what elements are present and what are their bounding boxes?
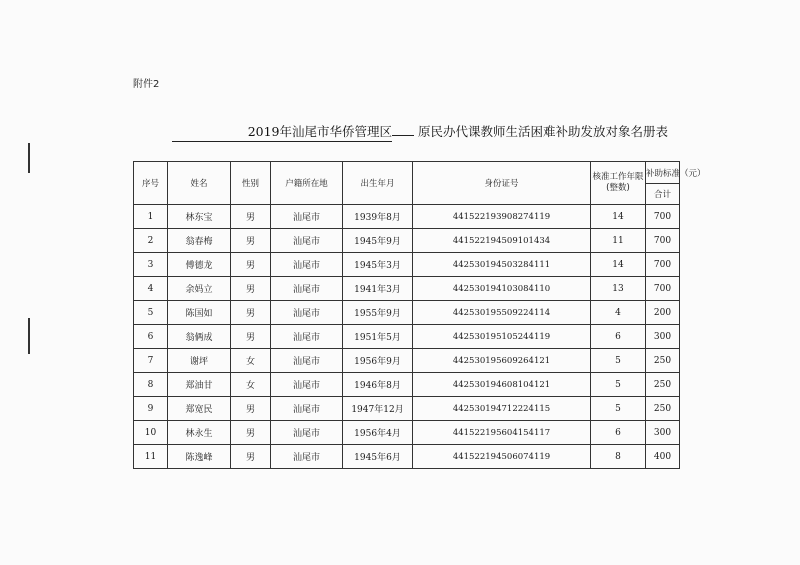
table-row <box>134 253 680 277</box>
cell-birth: 1939年8月 <box>343 205 413 229</box>
table-row <box>134 325 680 349</box>
table-row <box>134 205 680 229</box>
cell-residence: 汕尾市 <box>271 421 343 445</box>
cell-residence: 汕尾市 <box>271 301 343 325</box>
header-total: 合计 <box>646 184 680 205</box>
cell-residence: 汕尾市 <box>271 253 343 277</box>
cell-amount: 700 <box>646 253 680 277</box>
cell-id-number: 441522195604154117 <box>413 421 591 445</box>
header-birth: 出生年月 <box>343 162 413 205</box>
cell-birth: 1951年5月 <box>343 325 413 349</box>
cell-seq: 2 <box>134 229 168 253</box>
cell-name: 郑宽民 <box>168 397 231 421</box>
table-row <box>134 397 680 421</box>
roster-body <box>134 205 680 469</box>
cell-amount: 700 <box>646 277 680 301</box>
cell-name: 谢坪 <box>168 349 231 373</box>
header-seq: 序号 <box>134 162 168 205</box>
cell-gender: 男 <box>231 421 271 445</box>
cell-gender: 女 <box>231 373 271 397</box>
table-row <box>134 373 680 397</box>
scan-margin-mark <box>28 143 30 173</box>
cell-name: 林东宝 <box>168 205 231 229</box>
cell-residence: 汕尾市 <box>271 325 343 349</box>
cell-residence: 汕尾市 <box>271 445 343 469</box>
cell-id-number: 442530195509224114 <box>413 301 591 325</box>
cell-amount: 700 <box>646 205 680 229</box>
cell-seq: 9 <box>134 397 168 421</box>
cell-name: 翁春梅 <box>168 229 231 253</box>
cell-seq: 7 <box>134 349 168 373</box>
cell-residence: 汕尾市 <box>271 205 343 229</box>
cell-gender: 男 <box>231 301 271 325</box>
cell-amount: 250 <box>646 373 680 397</box>
scan-margin-mark <box>28 318 30 354</box>
table-row <box>134 445 680 469</box>
table-row <box>134 277 680 301</box>
table-row <box>134 349 680 373</box>
cell-id-number: 442530195609264121 <box>413 349 591 373</box>
header-subsidy: 补助标准（元） <box>646 162 680 184</box>
cell-id-number: 442530194103084110 <box>413 277 591 301</box>
cell-seq: 5 <box>134 301 168 325</box>
cell-amount: 250 <box>646 349 680 373</box>
cell-gender: 女 <box>231 349 271 373</box>
cell-amount: 400 <box>646 445 680 469</box>
title-prefix: 2019年汕尾市华侨管理区 <box>172 122 392 142</box>
header-residence: 户籍所在地 <box>271 162 343 205</box>
cell-birth: 1946年8月 <box>343 373 413 397</box>
table-row <box>134 229 680 253</box>
cell-seq: 10 <box>134 421 168 445</box>
cell-years: 14 <box>591 205 646 229</box>
header-gender: 性别 <box>231 162 271 205</box>
cell-residence: 汕尾市 <box>271 349 343 373</box>
cell-name: 傅德龙 <box>168 253 231 277</box>
cell-residence: 汕尾市 <box>271 373 343 397</box>
cell-seq: 4 <box>134 277 168 301</box>
cell-id-number: 441522193908274119 <box>413 205 591 229</box>
cell-id-number: 442530194712224115 <box>413 397 591 421</box>
cell-gender: 男 <box>231 229 271 253</box>
cell-years: 5 <box>591 373 646 397</box>
cell-gender: 男 <box>231 325 271 349</box>
cell-gender: 男 <box>231 445 271 469</box>
cell-amount: 200 <box>646 301 680 325</box>
cell-gender: 男 <box>231 397 271 421</box>
cell-amount: 300 <box>646 421 680 445</box>
cell-birth: 1945年9月 <box>343 229 413 253</box>
cell-residence: 汕尾市 <box>271 397 343 421</box>
header-name: 姓名 <box>168 162 231 205</box>
cell-seq: 11 <box>134 445 168 469</box>
cell-name: 陈逸峰 <box>168 445 231 469</box>
cell-amount: 250 <box>646 397 680 421</box>
cell-years: 6 <box>591 421 646 445</box>
cell-years: 8 <box>591 445 646 469</box>
cell-id-number: 441522194509101434 <box>413 229 591 253</box>
cell-years: 11 <box>591 229 646 253</box>
cell-birth: 1956年9月 <box>343 349 413 373</box>
cell-name: 翁俩成 <box>168 325 231 349</box>
cell-seq: 8 <box>134 373 168 397</box>
cell-birth: 1955年9月 <box>343 301 413 325</box>
cell-years: 5 <box>591 349 646 373</box>
cell-residence: 汕尾市 <box>271 277 343 301</box>
header-id-number: 身份证号 <box>413 162 591 205</box>
cell-years: 13 <box>591 277 646 301</box>
cell-years: 6 <box>591 325 646 349</box>
cell-name: 陈国如 <box>168 301 231 325</box>
roster-table <box>133 161 706 469</box>
cell-gender: 男 <box>231 253 271 277</box>
table-row <box>134 301 680 325</box>
cell-id-number: 442530195105244119 <box>413 325 591 349</box>
cell-name: 郑油甘 <box>168 373 231 397</box>
cell-birth: 1945年3月 <box>343 253 413 277</box>
cell-amount: 300 <box>646 325 680 349</box>
document-title <box>172 122 669 142</box>
cell-years: 4 <box>591 301 646 325</box>
cell-id-number: 442530194608104121 <box>413 373 591 397</box>
cell-amount: 700 <box>646 229 680 253</box>
cell-years: 5 <box>591 397 646 421</box>
table-row <box>134 421 680 445</box>
cell-birth: 1956年4月 <box>343 421 413 445</box>
header-years: 核准工作年限(整数) <box>591 162 646 205</box>
title-blank <box>392 134 414 136</box>
cell-birth: 1945年6月 <box>343 445 413 469</box>
cell-birth: 1941年3月 <box>343 277 413 301</box>
cell-name: 余妈立 <box>168 277 231 301</box>
cell-id-number: 441522194506074119 <box>413 445 591 469</box>
cell-seq: 3 <box>134 253 168 277</box>
cell-gender: 男 <box>231 277 271 301</box>
cell-seq: 6 <box>134 325 168 349</box>
cell-seq: 1 <box>134 205 168 229</box>
title-suffix: 原民办代课教师生活困难补助发放对象名册表 <box>418 124 669 139</box>
cell-years: 14 <box>591 253 646 277</box>
attachment-label: 附件2 <box>133 79 160 90</box>
cell-name: 林永生 <box>168 421 231 445</box>
cell-residence: 汕尾市 <box>271 229 343 253</box>
cell-id-number: 442530194503284111 <box>413 253 591 277</box>
cell-birth: 1947年12月 <box>343 397 413 421</box>
cell-gender: 男 <box>231 205 271 229</box>
